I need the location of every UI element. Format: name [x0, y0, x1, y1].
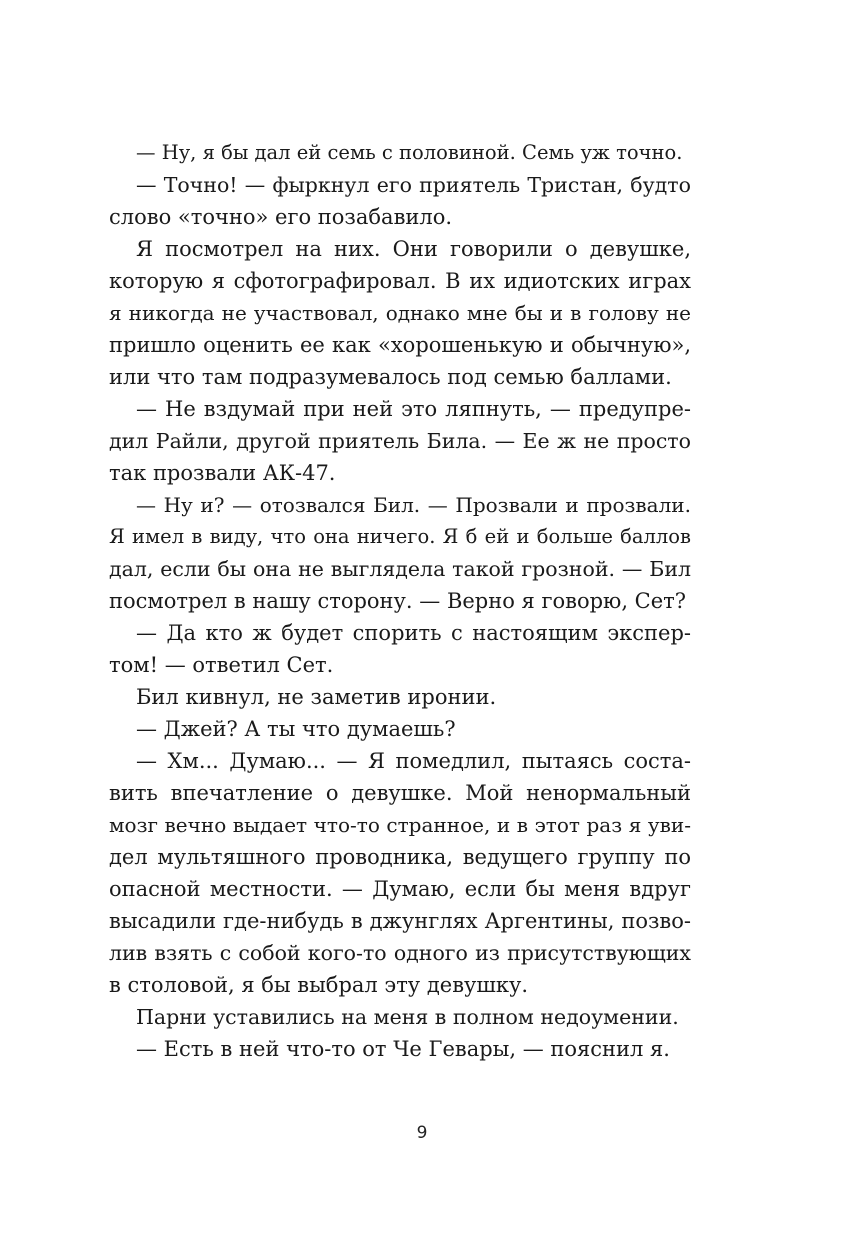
text-line: так прозвали АК-47.: [109, 461, 336, 485]
text-line: дел мультяшного проводника, ведущего группу по: [109, 845, 691, 869]
text-line: которую я сфотографировал. В их идиотских играх: [109, 269, 691, 293]
text-line: высадили где-нибудь в джунглях Аргентины, позво-: [109, 909, 691, 933]
text-line: том! — ответил Сет.: [109, 653, 334, 677]
text-line: я никогда не участвовал, однако мне бы и в голову не: [109, 301, 691, 325]
text-line: слово «точно» его позабавило.: [109, 205, 453, 229]
text-line: дил Райли, другой приятель Била. — Ее ж не просто: [109, 429, 691, 453]
page-text-block: [109, 137, 691, 1065]
text-line: в столовой, я бы выбрал эту девушку.: [109, 973, 529, 997]
text-line: Парни уставились на меня в полном недоумении.: [136, 1005, 679, 1029]
text-line: вить впечатление о девушке. Мой ненормальный: [109, 781, 691, 805]
text-line: Бил кивнул, не заметив иронии.: [136, 685, 497, 709]
text-line: — Точно! — фыркнул его приятель Тристан, будто: [136, 173, 691, 197]
text-line: лив взять с собой кого-то одного из присутствующих: [109, 941, 691, 965]
text-line: дал, если бы она не выглядела такой грозной. — Бил: [109, 557, 691, 581]
text-line: пришло оценить ее как «хорошенькую и обычную»,: [109, 333, 691, 357]
text-line: — Да кто ж будет спорить с настоящим экспер-: [136, 621, 691, 645]
text-line: мозг вечно выдает что-то странное, и в этот раз я уви-: [109, 813, 691, 837]
text-line: — Ну и? — отозвался Бил. — Прозвали и прозвали.: [136, 493, 691, 517]
text-line: — Не вздумай при ней это ляпнуть, — предупре-: [136, 397, 691, 421]
text-line: — Ну, я бы дал ей семь с половиной. Семь уж точно.: [136, 141, 683, 164]
text-line: — Есть в ней что-то от Че Гевары, — пояснил я.: [136, 1037, 670, 1061]
text-line: Я имел в виду, что она ничего. Я б ей и больше баллов: [109, 525, 691, 548]
page-number: 9: [416, 1123, 428, 1143]
text-line: или что там подразумевалось под семью баллами.: [109, 365, 672, 389]
text-line: посмотрел в нашу сторону. — Верно я говорю, Сет?: [109, 589, 687, 613]
text-line: — Джей? А ты что думаешь?: [136, 717, 456, 741]
text-line: — Хм... Думаю... — Я помедлил, пытаясь соста-: [136, 749, 691, 773]
text-line: Я посмотрел на них. Они говорили о девушке,: [136, 237, 691, 261]
text-line: опасной местности. — Думаю, если бы меня вдруг: [109, 877, 691, 901]
